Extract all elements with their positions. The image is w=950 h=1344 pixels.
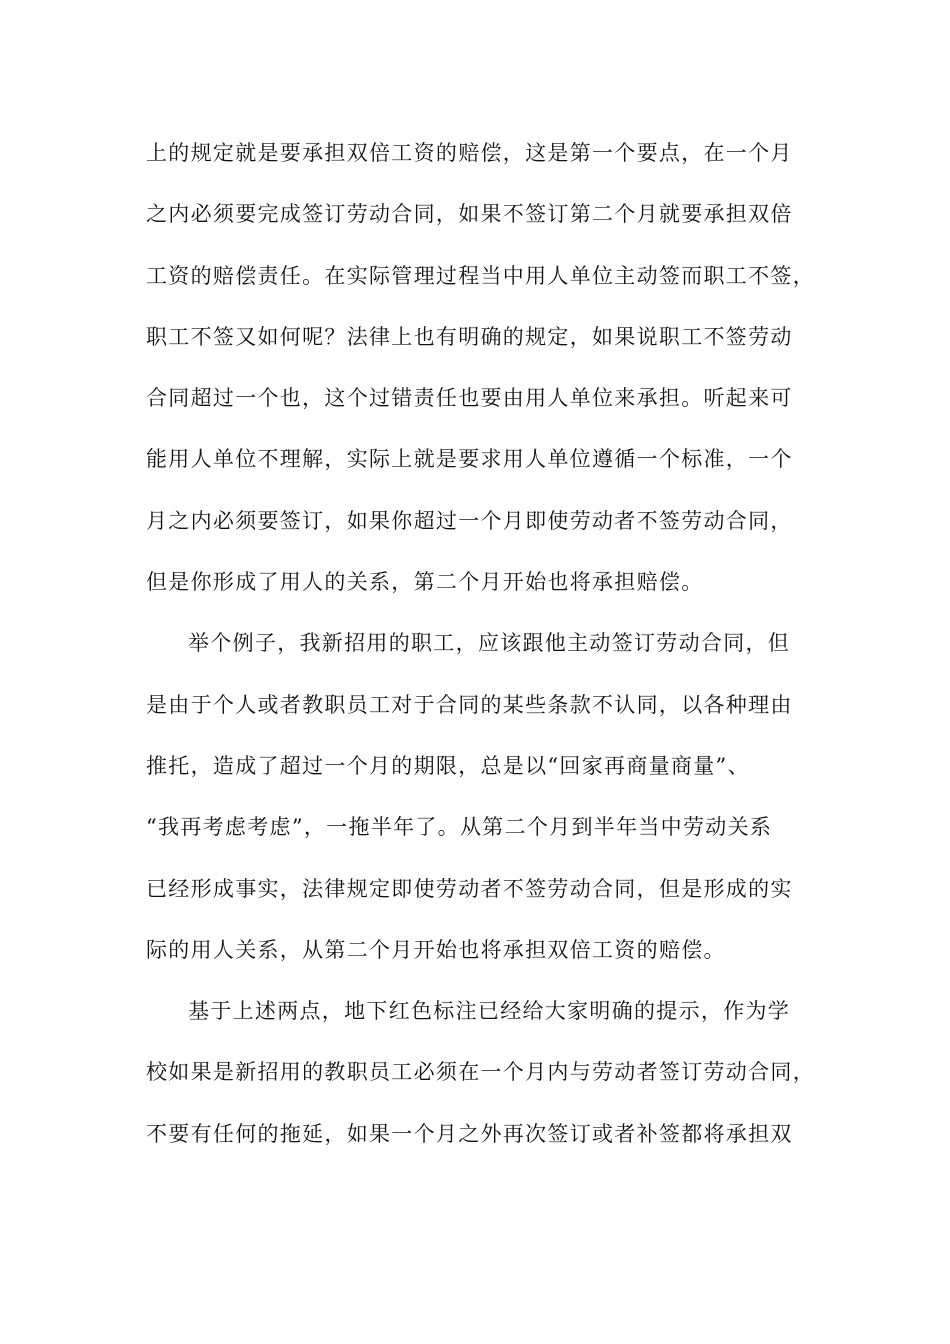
paragraph-first-line: 基于上述两点，地下红色标注已经给大家明确的提示，作为学 [188, 999, 791, 1024]
text-line: 已经形成事实，法律规定即使劳动者不签劳动合同，但是形成的实 [146, 876, 793, 901]
text-line: 合同超过一个也，这个过错责任也要由用人单位来承担。听起来可 [146, 386, 793, 411]
text-line: “我再考虑考虑”，一拖半年了。从第二个月到半年当中劳动关系 [146, 815, 773, 840]
text-line: 但是你形成了用人的关系，第二个月开始也将承担赔偿。 [146, 570, 704, 595]
paragraph-first-line: 举个例子，我新招用的职工，应该跟他主动签订劳动合同，但 [188, 631, 791, 656]
text-line: 月之内必须要签订，如果你超过一个月即使劳动者不签劳动合同， [146, 508, 793, 533]
text-line: 能用人单位不理解，实际上就是要求用人单位遵循一个标准，一个 [146, 447, 793, 472]
text-line: 不要有任何的拖延，如果一个月之外再次签订或者补签都将承担双 [146, 1121, 793, 1146]
text-line: 职工不签又如何呢？法律上也有明确的规定，如果说职工不签劳动 [146, 324, 793, 349]
text-line: 是由于个人或者教职员工对于合同的某些条款不认同，以各种理由 [146, 692, 793, 717]
text-line: 上的规定就是要承担双倍工资的赔偿，这是第一个要点，在一个月 [146, 141, 793, 165]
text-line: 校如果是新招用的教职员工必须在一个月内与劳动者签订劳动合同， [146, 1060, 815, 1085]
text-line: 际的用人关系，从第二个月开始也将承担双倍工资的赔偿。 [146, 937, 726, 962]
body-text [146, 128, 815, 1170]
text-line: 之内必须要完成签订劳动合同，如果不签订第二个月就要承担双倍 [146, 202, 793, 227]
text-line: 推托，造成了超过一个月的期限，总是以“回家再商量商量”、 [146, 753, 750, 778]
text-line: 工资的赔偿责任。在实际管理过程当中用人单位主动签而职工不签， [146, 263, 815, 288]
